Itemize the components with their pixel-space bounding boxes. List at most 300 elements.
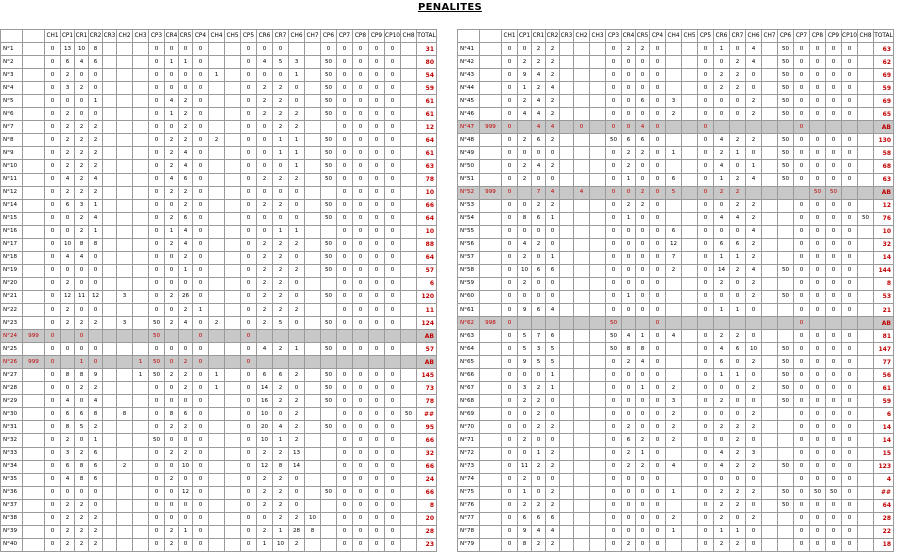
- table-cell: 0: [698, 343, 714, 356]
- table-cell: 0: [650, 434, 666, 447]
- table-cell: [305, 251, 321, 264]
- table-cell: 0: [826, 369, 842, 382]
- table-cell: [682, 95, 698, 108]
- table-cell: 0: [532, 173, 546, 186]
- table-cell: 0: [698, 330, 714, 343]
- table-cell: 50: [826, 486, 842, 499]
- table-cell: 0: [353, 473, 369, 486]
- table-cell: 0: [606, 499, 622, 512]
- table-cell: 0: [353, 343, 369, 356]
- table-cell: 0: [369, 277, 385, 290]
- table-cell: [480, 421, 502, 434]
- table-cell: 0: [385, 186, 401, 199]
- total-cell: 69: [874, 69, 894, 82]
- table-cell: [858, 486, 874, 499]
- table-cell: 0: [606, 512, 622, 525]
- table-cell: 0: [273, 408, 289, 421]
- table-row: [458, 486, 894, 499]
- table-cell: [590, 330, 606, 343]
- table-cell: [225, 212, 241, 225]
- table-cell: 0: [257, 69, 273, 82]
- table-cell: 2: [75, 147, 89, 160]
- table-cell: 0: [810, 330, 826, 343]
- row-label: N°73: [458, 460, 480, 473]
- table-cell: 50: [321, 382, 337, 395]
- table-cell: [133, 343, 149, 356]
- table-row: [1, 512, 437, 525]
- table-cell: 0: [241, 525, 257, 538]
- table-cell: 0: [606, 369, 622, 382]
- table-cell: 0: [826, 199, 842, 212]
- table-cell: 0: [730, 382, 746, 395]
- table-cell: [257, 356, 273, 369]
- table-cell: [117, 56, 133, 69]
- table-cell: 0: [385, 43, 401, 56]
- table-cell: 0: [353, 225, 369, 238]
- table-cell: 0: [826, 251, 842, 264]
- total-cell: 31: [417, 43, 437, 56]
- table-cell: 0: [714, 95, 730, 108]
- table-cell: 0: [149, 290, 165, 303]
- table-cell: 0: [165, 434, 179, 447]
- table-cell: 0: [636, 212, 650, 225]
- table-cell: 1: [730, 147, 746, 160]
- row-label: N°48: [458, 134, 480, 147]
- table-cell: [480, 369, 502, 382]
- table-cell: 2: [257, 82, 273, 95]
- table-cell: [103, 330, 117, 343]
- row-label: N°66: [458, 369, 480, 382]
- table-cell: 1: [89, 225, 103, 238]
- table-cell: 0: [75, 486, 89, 499]
- table-cell: [225, 499, 241, 512]
- table-cell: 0: [369, 434, 385, 447]
- table-cell: 2: [532, 199, 546, 212]
- table-cell: 0: [45, 343, 61, 356]
- table-cell: 0: [369, 317, 385, 330]
- table-cell: 2: [273, 264, 289, 277]
- table-cell: 0: [257, 160, 273, 173]
- table-cell: 0: [241, 330, 257, 343]
- table-cell: 0: [337, 486, 353, 499]
- table-cell: 0: [369, 395, 385, 408]
- table-cell: 0: [179, 343, 193, 356]
- table-cell: 2: [730, 173, 746, 186]
- table-cell: 2: [179, 369, 193, 382]
- table-cell: 0: [794, 160, 810, 173]
- table-cell: [305, 277, 321, 290]
- table-cell: 0: [826, 499, 842, 512]
- table-cell: 2: [546, 95, 560, 108]
- table-cell: 0: [714, 434, 730, 447]
- table-cell: 1: [636, 382, 650, 395]
- table-cell: [133, 408, 149, 421]
- table-cell: 50: [778, 382, 794, 395]
- table-row: [458, 538, 894, 551]
- table-cell: [574, 408, 590, 421]
- table-cell: [590, 251, 606, 264]
- total-cell: 88: [417, 238, 437, 251]
- table-cell: 2: [257, 317, 273, 330]
- table-cell: 0: [810, 512, 826, 525]
- table-cell: [385, 356, 401, 369]
- table-cell: 0: [149, 134, 165, 147]
- table-cell: 12: [257, 460, 273, 473]
- table-cell: 2: [89, 525, 103, 538]
- table-cell: 5: [75, 421, 89, 434]
- table-cell: 0: [337, 134, 353, 147]
- table-cell: [225, 121, 241, 134]
- table-cell: 0: [636, 277, 650, 290]
- column-header: [480, 30, 502, 43]
- table-cell: [762, 525, 778, 538]
- table-cell: 0: [650, 317, 666, 330]
- table-cell: [305, 408, 321, 421]
- table-cell: 5: [273, 56, 289, 69]
- table-cell: [682, 499, 698, 512]
- table-cell: [353, 330, 369, 343]
- table-cell: 0: [179, 277, 193, 290]
- table-cell: 2: [75, 525, 89, 538]
- table-cell: 0: [606, 108, 622, 121]
- table-cell: 0: [698, 108, 714, 121]
- table-cell: [778, 421, 794, 434]
- table-cell: 2: [179, 95, 193, 108]
- table-cell: 0: [826, 264, 842, 277]
- table-cell: [209, 499, 225, 512]
- table-cell: [480, 356, 502, 369]
- table-cell: 50: [810, 186, 826, 199]
- table-cell: 2: [730, 486, 746, 499]
- table-cell: [778, 330, 794, 343]
- table-cell: [401, 317, 417, 330]
- table-cell: 0: [546, 225, 560, 238]
- table-cell: [225, 421, 241, 434]
- table-cell: [117, 147, 133, 160]
- table-cell: 0: [45, 108, 61, 121]
- table-cell: 2: [257, 108, 273, 121]
- table-cell: [23, 264, 45, 277]
- table-cell: 5: [273, 317, 289, 330]
- table-cell: [23, 434, 45, 447]
- table-cell: 0: [810, 473, 826, 486]
- table-cell: [560, 212, 574, 225]
- table-cell: [682, 264, 698, 277]
- row-label: N°5: [1, 95, 23, 108]
- table-cell: [858, 382, 874, 395]
- table-cell: 0: [826, 173, 842, 186]
- table-cell: 2: [730, 538, 746, 551]
- table-cell: [560, 343, 574, 356]
- table-cell: [762, 369, 778, 382]
- table-cell: 2: [289, 303, 305, 316]
- table-cell: [810, 317, 826, 330]
- table-cell: [480, 408, 502, 421]
- table-cell: [858, 369, 874, 382]
- table-cell: 0: [650, 82, 666, 95]
- table-cell: 2: [165, 447, 179, 460]
- table-cell: 0: [353, 538, 369, 551]
- total-cell: 59: [417, 82, 437, 95]
- table-cell: [321, 186, 337, 199]
- table-cell: [590, 343, 606, 356]
- table-cell: [117, 69, 133, 82]
- table-cell: [103, 317, 117, 330]
- table-cell: 0: [502, 330, 518, 343]
- table-cell: 0: [337, 395, 353, 408]
- row-label: N°65: [458, 356, 480, 369]
- table-cell: [574, 173, 590, 186]
- table-cell: 1: [273, 434, 289, 447]
- table-cell: 2: [714, 277, 730, 290]
- table-cell: 50: [321, 395, 337, 408]
- table-cell: 0: [193, 512, 209, 525]
- column-header: CR5: [636, 30, 650, 43]
- table-cell: [133, 290, 149, 303]
- table-cell: [574, 108, 590, 121]
- table-cell: 1: [666, 486, 682, 499]
- table-cell: [698, 317, 714, 330]
- table-cell: 12: [666, 238, 682, 251]
- table-cell: 12: [179, 486, 193, 499]
- table-cell: 6: [532, 264, 546, 277]
- table-cell: 0: [842, 303, 858, 316]
- table-row: [458, 121, 894, 134]
- table-cell: 2: [289, 369, 305, 382]
- table-cell: 0: [650, 421, 666, 434]
- table-cell: 0: [369, 538, 385, 551]
- table-cell: 0: [353, 290, 369, 303]
- table-cell: [560, 499, 574, 512]
- table-cell: [762, 343, 778, 356]
- total-cell: AB: [417, 356, 437, 369]
- table-cell: [401, 460, 417, 473]
- table-cell: 0: [257, 225, 273, 238]
- table-cell: 2: [518, 56, 532, 69]
- table-cell: 2: [518, 395, 532, 408]
- table-cell: 0: [193, 56, 209, 69]
- table-cell: [560, 173, 574, 186]
- table-cell: 0: [746, 369, 762, 382]
- table-cell: 0: [149, 43, 165, 56]
- table-cell: [666, 538, 682, 551]
- table-cell: [480, 225, 502, 238]
- table-cell: [117, 43, 133, 56]
- table-cell: 13: [61, 43, 75, 56]
- table-cell: 4: [165, 95, 179, 108]
- column-header: CH8: [858, 30, 874, 43]
- table-cell: [682, 290, 698, 303]
- table-cell: 2: [714, 499, 730, 512]
- table-cell: 0: [179, 499, 193, 512]
- column-header: CH1: [502, 30, 518, 43]
- table-cell: [225, 395, 241, 408]
- table-cell: 0: [241, 212, 257, 225]
- table-row: [458, 251, 894, 264]
- table-cell: 998: [480, 317, 502, 330]
- table-cell: 0: [369, 121, 385, 134]
- table-cell: 50: [321, 212, 337, 225]
- table-row: [458, 343, 894, 356]
- table-cell: 0: [650, 264, 666, 277]
- table-cell: 0: [794, 343, 810, 356]
- table-cell: 2: [257, 199, 273, 212]
- table-cell: 0: [698, 525, 714, 538]
- table-cell: 0: [45, 486, 61, 499]
- row-label: N°15: [1, 212, 23, 225]
- table-cell: 0: [636, 108, 650, 121]
- row-label: N°18: [1, 251, 23, 264]
- total-cell: 12: [417, 121, 437, 134]
- table-cell: [666, 369, 682, 382]
- row-label: N°75: [458, 486, 480, 499]
- table-row: [1, 264, 437, 277]
- table-cell: 2: [61, 538, 75, 551]
- table-cell: [560, 147, 574, 160]
- table-cell: 0: [730, 108, 746, 121]
- table-cell: 50: [778, 173, 794, 186]
- table-cell: 0: [241, 356, 257, 369]
- table-cell: [590, 121, 606, 134]
- penalties-table-right: [457, 29, 894, 552]
- table-cell: [225, 512, 241, 525]
- table-cell: [305, 225, 321, 238]
- column-header: CH2: [574, 30, 590, 43]
- table-cell: 0: [385, 95, 401, 108]
- table-cell: 2: [666, 421, 682, 434]
- table-cell: 0: [636, 421, 650, 434]
- table-cell: 0: [241, 369, 257, 382]
- table-cell: 9: [518, 525, 532, 538]
- table-cell: 50: [778, 356, 794, 369]
- table-cell: 0: [241, 277, 257, 290]
- table-cell: [225, 356, 241, 369]
- total-cell: AB: [874, 121, 894, 134]
- header-row: [458, 30, 894, 43]
- table-cell: 0: [698, 199, 714, 212]
- table-cell: 0: [730, 290, 746, 303]
- table-cell: 0: [289, 82, 305, 95]
- table-cell: 0: [714, 56, 730, 69]
- table-cell: 0: [241, 343, 257, 356]
- table-cell: [480, 525, 502, 538]
- row-label: N°26: [1, 356, 23, 369]
- table-cell: 50: [778, 108, 794, 121]
- table-row: [1, 473, 437, 486]
- table-cell: 0: [179, 69, 193, 82]
- table-cell: 0: [241, 512, 257, 525]
- table-cell: [103, 460, 117, 473]
- table-cell: 2: [61, 525, 75, 538]
- table-row: [458, 264, 894, 277]
- table-cell: [762, 82, 778, 95]
- table-cell: 0: [810, 303, 826, 316]
- table-cell: 2: [730, 499, 746, 512]
- table-cell: [560, 238, 574, 251]
- table-cell: [778, 538, 794, 551]
- table-cell: 0: [241, 251, 257, 264]
- table-cell: 1: [179, 264, 193, 277]
- table-cell: [574, 499, 590, 512]
- table-cell: [321, 460, 337, 473]
- table-cell: [225, 134, 241, 147]
- table-cell: 0: [149, 160, 165, 173]
- table-cell: 6: [636, 134, 650, 147]
- table-cell: 0: [45, 186, 61, 199]
- table-cell: 1: [165, 225, 179, 238]
- total-cell: ##: [417, 408, 437, 421]
- table-cell: 0: [179, 43, 193, 56]
- table-cell: [682, 173, 698, 186]
- table-cell: [23, 460, 45, 473]
- table-cell: [762, 264, 778, 277]
- table-cell: [133, 69, 149, 82]
- table-cell: 0: [730, 408, 746, 421]
- table-row: [1, 486, 437, 499]
- total-cell: 147: [874, 343, 894, 356]
- table-cell: 1: [636, 447, 650, 460]
- table-cell: 0: [45, 251, 61, 264]
- table-cell: 0: [650, 134, 666, 147]
- table-cell: 0: [193, 160, 209, 173]
- table-cell: [23, 238, 45, 251]
- table-cell: [590, 56, 606, 69]
- table-cell: 0: [369, 486, 385, 499]
- table-cell: 0: [650, 212, 666, 225]
- table-cell: 0: [502, 186, 518, 199]
- row-label: N°78: [458, 525, 480, 538]
- table-cell: 0: [289, 382, 305, 395]
- table-cell: 2: [746, 421, 762, 434]
- table-row: [1, 199, 437, 212]
- table-cell: 0: [385, 369, 401, 382]
- table-cell: 2: [546, 447, 560, 460]
- table-cell: [480, 147, 502, 160]
- table-cell: 1: [289, 69, 305, 82]
- table-cell: [117, 395, 133, 408]
- table-cell: 0: [698, 264, 714, 277]
- table-cell: [117, 95, 133, 108]
- table-cell: 0: [714, 473, 730, 486]
- table-cell: [826, 121, 842, 134]
- table-cell: [858, 421, 874, 434]
- table-cell: 0: [546, 434, 560, 447]
- row-label: N°69: [458, 408, 480, 421]
- table-cell: 0: [273, 186, 289, 199]
- table-cell: 26: [179, 290, 193, 303]
- table-cell: [574, 330, 590, 343]
- table-cell: 2: [75, 82, 89, 95]
- table-cell: 2: [89, 147, 103, 160]
- table-cell: 6: [89, 447, 103, 460]
- table-row: [1, 460, 437, 473]
- table-cell: 0: [45, 225, 61, 238]
- table-cell: 1: [193, 303, 209, 316]
- table-cell: [666, 82, 682, 95]
- table-cell: 0: [149, 69, 165, 82]
- table-cell: [225, 408, 241, 421]
- table-cell: 2: [273, 82, 289, 95]
- table-cell: 8: [75, 460, 89, 473]
- column-header: CH7: [305, 30, 321, 43]
- table-row: [1, 69, 437, 82]
- table-cell: [257, 330, 273, 343]
- table-cell: 0: [794, 421, 810, 434]
- table-cell: 0: [337, 225, 353, 238]
- table-cell: [574, 382, 590, 395]
- table-cell: [23, 512, 45, 525]
- column-header: CH1: [45, 30, 61, 43]
